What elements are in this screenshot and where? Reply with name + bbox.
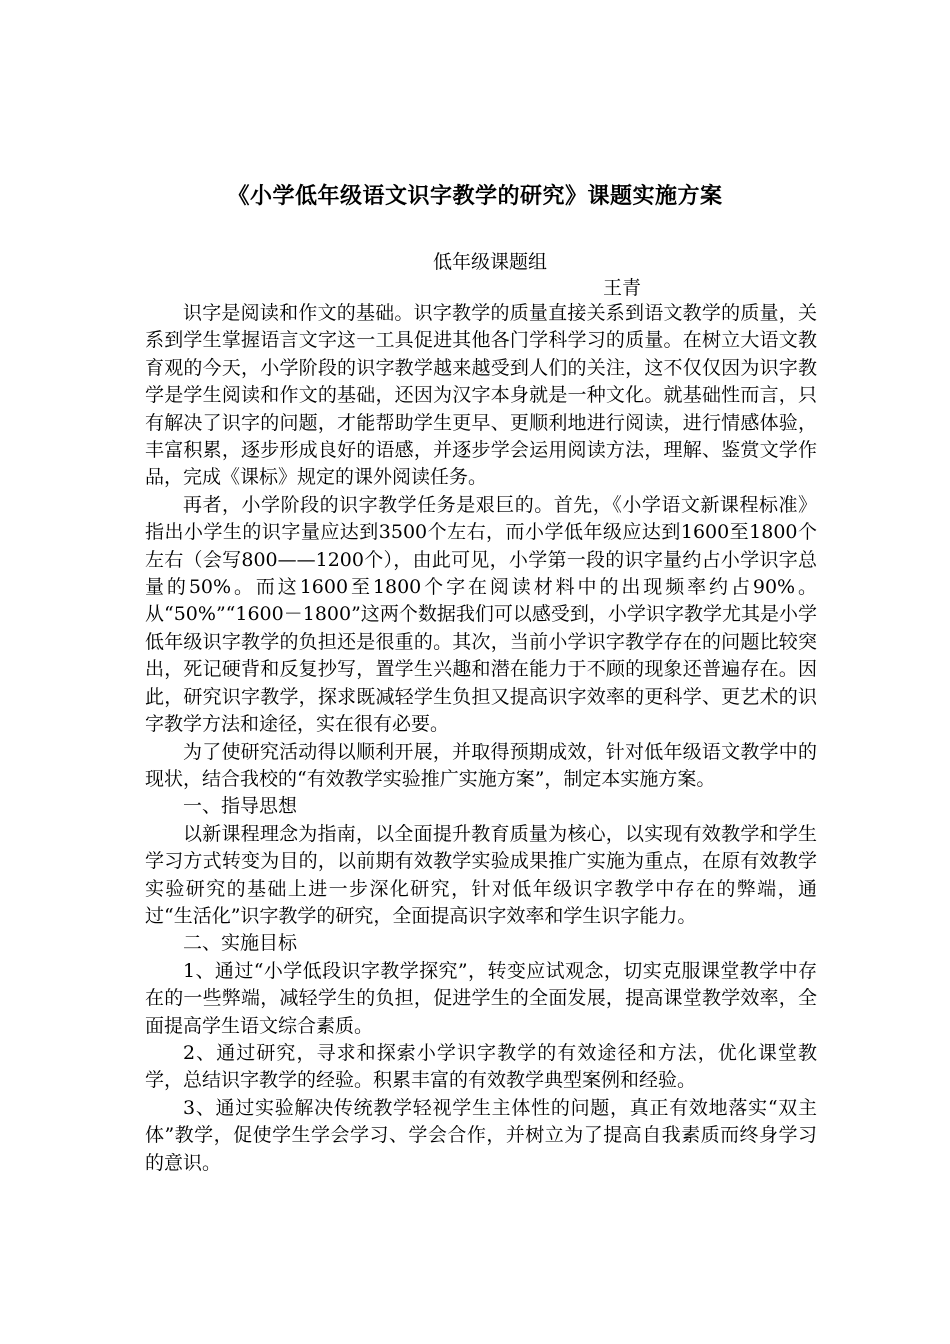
paragraph-guiding-idea: 以新课程理念为指南，以全面提升教育质量为核心，以实现有效教学和学生学习方式转变为目的，以前期有效教学实验成果推广实施为重点，在原有效教学实验研究的基础上进一步深化研究，针对低年级识字教学中存在的弊端，通过“生活化”识字教学的研究，全面提高识字效率和学生识字能力。 bbox=[145, 822, 817, 927]
goal-item-2: 2、通过研究，寻求和探索小学识字教学的有效途径和方法，优化课堂教学，总结识字教学的经验。积累丰富的有效教学典型案例和经验。 bbox=[145, 1041, 817, 1092]
author-name: 王青 bbox=[603, 277, 642, 299]
paragraph-task: 再者，小学阶段的识字教学任务是艰巨的。首先，《小学语文新课程标准》指出小学生的识字量应达到3500个左右，而小学低年级应达到1600至1800个左右（会写800——1200个），由此可见，小学第一段的识字量约占小学识字总量的50%。而这1600至1800个字在阅读材料中的出现频率约占90%。从“50%”“1600－1800”这两个数据我们可以感受到，小学识字教学尤其是小学低年级识字教学的负担还是很重的。其次，当前小学识字教学存在的问题比较突出，死记硬背和反复抄写，置学生兴趣和潜在能力于不顾的现象还普遍存在。因此，研究识字教学，探求既减轻学生负担又提高识字效率的更科学、更艺术的识字教学方法和途径，实在很有必要。 bbox=[145, 493, 817, 736]
goal-item-3: 3、通过实验解决传统教学轻视学生主体性的问题，真正有效地落实“双主体”教学，促使学生学会学习、学会合作，并树立为了提高自我素质而终身学习的意识。 bbox=[145, 1096, 817, 1174]
research-group: 低年级课题组 bbox=[432, 251, 547, 273]
paragraph-intro: 识字是阅读和作文的基础。识字教学的质量直接关系到语文教学的质量，关系到学生掌握语言文字这一工具促进其他各门学科学习的质量。在树立大语文教育观的今天，小学阶段的识字教学越来越受到人们的关注，这不仅仅因为识字教学是学生阅读和作文的基础，还因为汉字本身就是一种文化。就基础性而言，只有解决了识字的问题，才能帮助学生更早、更顺利地进行阅读，进行情感体验，丰富积累，逐步形成良好的语感，并逐步学会运用阅读方法，理解、鉴赏文学作品，完成《课标》规定的课外阅读任务。 bbox=[145, 302, 817, 489]
section-heading-goals: 二、实施目标 bbox=[183, 932, 298, 955]
section-heading-guiding-idea: 一、指导思想 bbox=[183, 795, 298, 818]
document-body bbox=[145, 300, 817, 1177]
document-title: 《小学低年级语文识字教学的研究》课题实施方案 bbox=[227, 184, 723, 209]
paragraph-purpose: 为了使研究活动得以顺利开展，并取得预期成效，针对低年级语文教学中的现状，结合我校的“有效教学实验推广实施方案”，制定本实施方案。 bbox=[145, 740, 817, 790]
goal-item-1: 1、通过“小学低段识字教学探究”，转变应试观念，切实克服课堂教学中存在的一些弊端，减轻学生的负担，促进学生的全面发展，提高课堂教学效率，全面提高学生语文综合素质。 bbox=[145, 959, 817, 1037]
